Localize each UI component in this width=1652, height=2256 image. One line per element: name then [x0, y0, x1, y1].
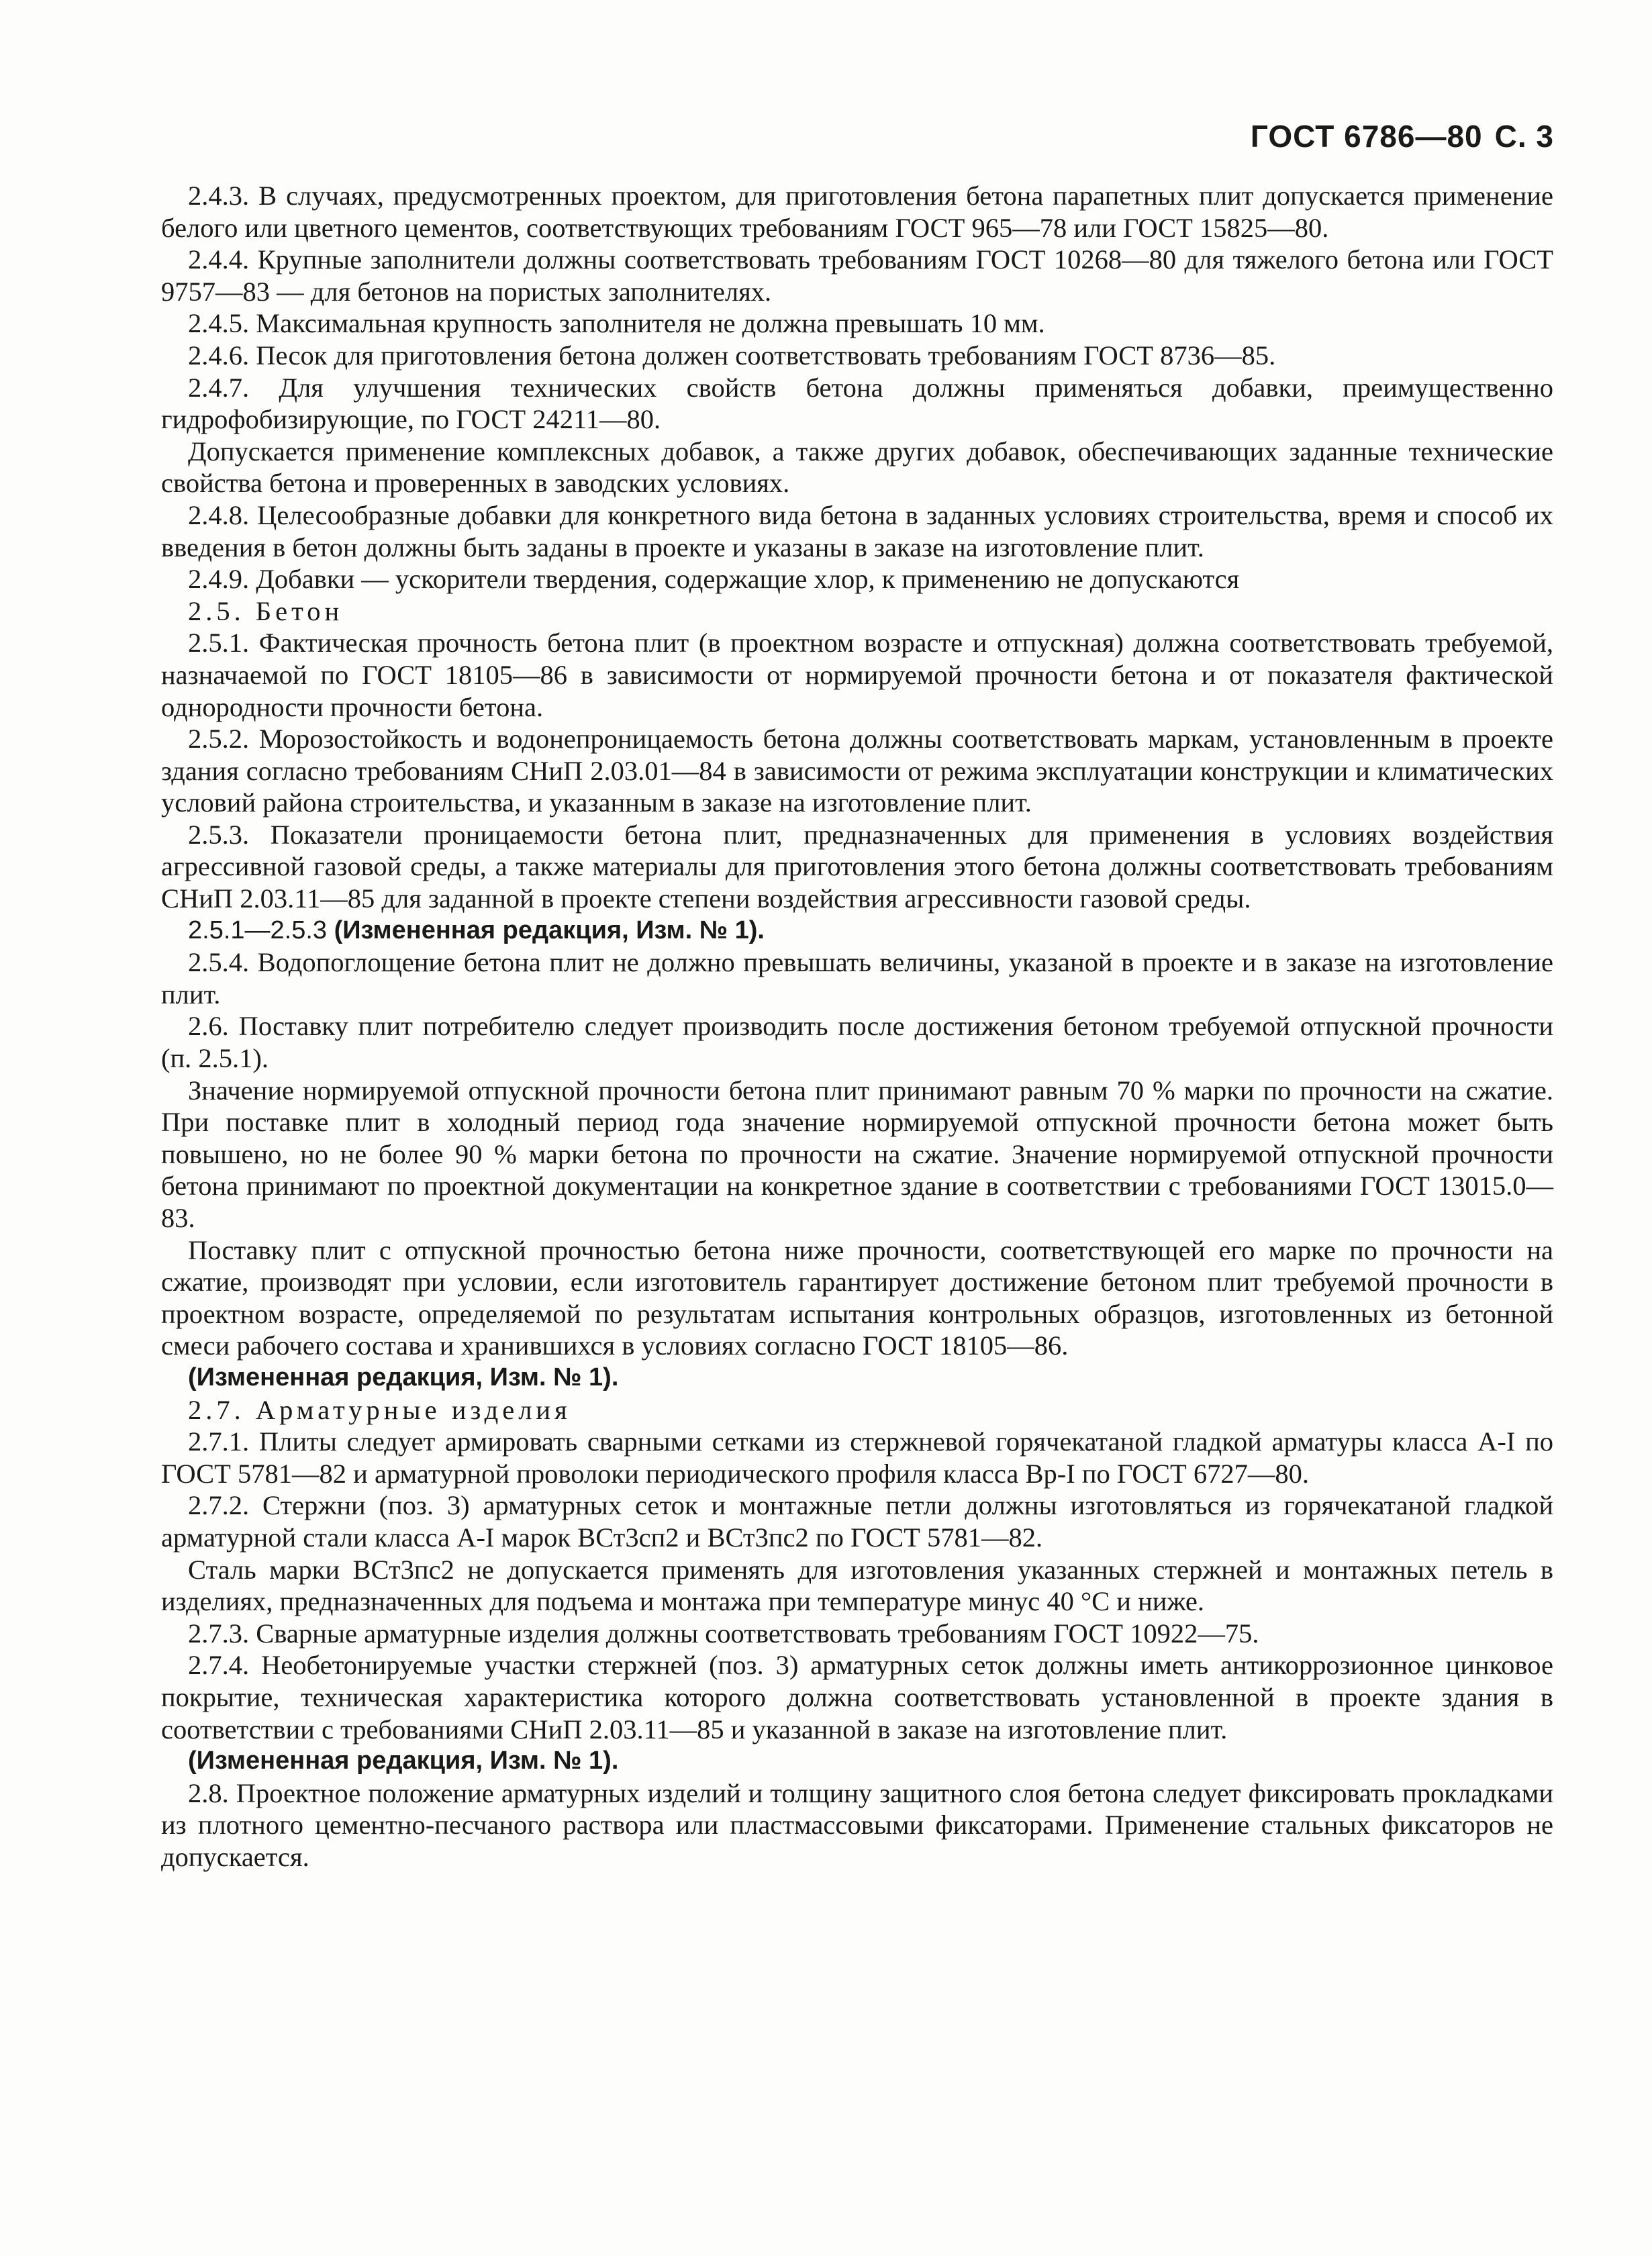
- paragraph-delivery: Поставку плит с отпускной прочностью бетона ниже прочности, соответствующей его марке по прочности на сжатие, производят при условии, если изготовитель гарантирует достижение бетоном плит требуемой прочности в проектном возрасте, определяемой по результатам испытания контрольных образцов, изготовленных из бетонной смеси рабочего состава и хранившихся в условиях согласно ГОСТ 18105—86.: [161, 1234, 1553, 1361]
- paragraph-2-4-5: 2.4.5. Максимальная крупность заполнителя не должна превышать 10 мм.: [188, 308, 1045, 339]
- amendment-lead: 2.5.1—2.5.3: [188, 916, 334, 944]
- paragraph-2-5-2: 2.5.2. Морозостойкость и водонепроницаемость бетона должны соответствовать маркам, установленным в проекте здания согласно требованиям СНиП 2.03.01—84 в зависимости от режима эксплуатации конструкции и климатических условий района строительства, и указанным в заказе на изготовление плит.: [161, 724, 1553, 818]
- paragraph-2-5-3: 2.5.3. Показатели проницаемости бетона плит, предназначенных для применения в условиях воздействия агрессивной газовой среды, а также материалы для приготовления этого бетона должны соответствовать требованиям СНиП 2.03.11—85 для заданной в проекте степени воздействия агрессивности газовой среды.: [161, 819, 1553, 914]
- paragraph-2-7-3: 2.7.3. Сварные арматурные изделия должны соответствовать требованиям ГОСТ 10922—75.: [188, 1618, 1259, 1649]
- paragraph-release-strength: Значение нормируемой отпускной прочности бетона плит принимают равным 70 % марки по прочности на сжатие. При поставке плит в холодный период года значение нормируемой отпускной прочности бетона может быть повышено, но не более 90 % марки бетона по прочности на сжатие. Значение нормируемой отпускной прочности бетона принимают по проектной документации на конкретное здание в соответствии с требованиями ГОСТ 13015.0—83.: [161, 1075, 1553, 1233]
- section-heading-reinforcement: 2.7. Арматурные изделия: [188, 1394, 571, 1425]
- paragraph-2-6: 2.6. Поставку плит потребителю следует производить после достижения бетоном требуемой отпускной прочности (п. 2.5.1).: [161, 1011, 1553, 1074]
- paragraph-2-4-8: 2.4.8. Целесообразные добавки для конкретного вида бетона в заданных условиях строительства, время и способ их введения в бетон должны быть заданы в проекте и указаны в заказе на изготовление плит.: [161, 499, 1553, 562]
- amendment-note-2-5: [161, 915, 1553, 947]
- paragraph-2-5-4: 2.5.4. Водопоглощение бетона плит не должно превышать величины, указаной в проекте и в заказе на изготовление плит.: [161, 947, 1553, 1010]
- page-header: [1251, 118, 1554, 154]
- amendment-note-2-6: (Измененная редакция, Изм. № 1).: [188, 1363, 619, 1391]
- standard-number: ГОСТ 6786—80: [1250, 119, 1483, 154]
- paragraph-2-4-7: 2.4.7. Для улучшения технических свойств бетона должны применяться добавки, преимущественно гидрофобизирующие, по ГОСТ 24211—80.: [161, 372, 1553, 435]
- paragraph-steel-grade: Сталь марки ВСт3пс2 не допускается применять для изготовления указанных стержней и монтажных петель в изделиях, предназначенных для подъема и монтажа при температуре минус 40 °С и ниже.: [161, 1554, 1553, 1617]
- page-number: С. 3: [1494, 119, 1554, 154]
- paragraph-2-7-2: 2.7.2. Стержни (поз. 3) арматурных сеток и монтажные петли должны изготовляться из горячекатаной гладкой арматурной стали класса А-I марок ВСт3сп2 и ВСт3пс2 по ГОСТ 5781—82.: [161, 1490, 1553, 1553]
- paragraph-2-4-3: 2.4.3. В случаях, предусмотренных проектом, для приготовления бетона парапетных плит допускается применение белого или цветного цементов, соответствующих требованиям ГОСТ 965—78 или ГОСТ 15825—80.: [161, 181, 1553, 243]
- amendment-note-2-7: (Измененная редакция, Изм. № 1).: [188, 1747, 619, 1775]
- paragraph-2-8: 2.8. Проектное положение арматурных изделий и толщину защитного слоя бетона следует фиксировать прокладками из плотного цементно-песчаного раствора или пластмассовыми фиксаторами. Применение стальных фиксаторов не допускается.: [161, 1777, 1553, 1872]
- paragraph-2-7-4: 2.7.4. Необетонируемые участки стержней (поз. 3) арматурных сеток должны иметь антикоррозионное цинковое покрытие, техническая характеристика которого должна соответствовать установленной в проекте здания в соответствии с требованиями СНиП 2.03.11—85 и указанной в заказе на изготовление плит.: [161, 1650, 1553, 1745]
- paragraph-2-4-4: 2.4.4. Крупные заполнители должны соответствовать требованиям ГОСТ 10268—80 для тяжелого бетона или ГОСТ 9757—83 — для бетонов на пористых заполнителях.: [161, 244, 1553, 307]
- paragraph-2-4-6: 2.4.6. Песок для приготовления бетона должен соответствовать требованиям ГОСТ 8736—85.: [188, 340, 1276, 371]
- document-body: [161, 180, 1553, 1873]
- paragraph-2-4-9: 2.4.9. Добавки — ускорители твердения, содержащие хлор, к применению не допускаются: [188, 564, 1240, 595]
- paragraph-additives: Допускается применение комплексных добавок, а также других добавок, обеспечивающих заданные технические свойства бетона и проверенных в заводских условиях.: [161, 436, 1553, 499]
- section-heading-concrete: 2.5. Бетон: [188, 595, 344, 626]
- paragraph-2-7-1: 2.7.1. Плиты следует армировать сварными сетками из стержневой горячекатаной гладкой арматуры класса А-I по ГОСТ 5781—82 и арматурной проволоки периодического профиля класса Вр-I по ГОСТ 6727—80.: [161, 1426, 1553, 1489]
- paragraph-2-5-1: 2.5.1. Фактическая прочность бетона плит (в проектном возрасте и отпускная) должна соответствовать требуемой, назначаемой по ГОСТ 18105—86 в зависимости от нормируемой прочности бетона и от показателя фактической однородности прочности бетона.: [161, 628, 1553, 722]
- amendment-text: (Измененная редакция, Изм. № 1).: [334, 916, 765, 944]
